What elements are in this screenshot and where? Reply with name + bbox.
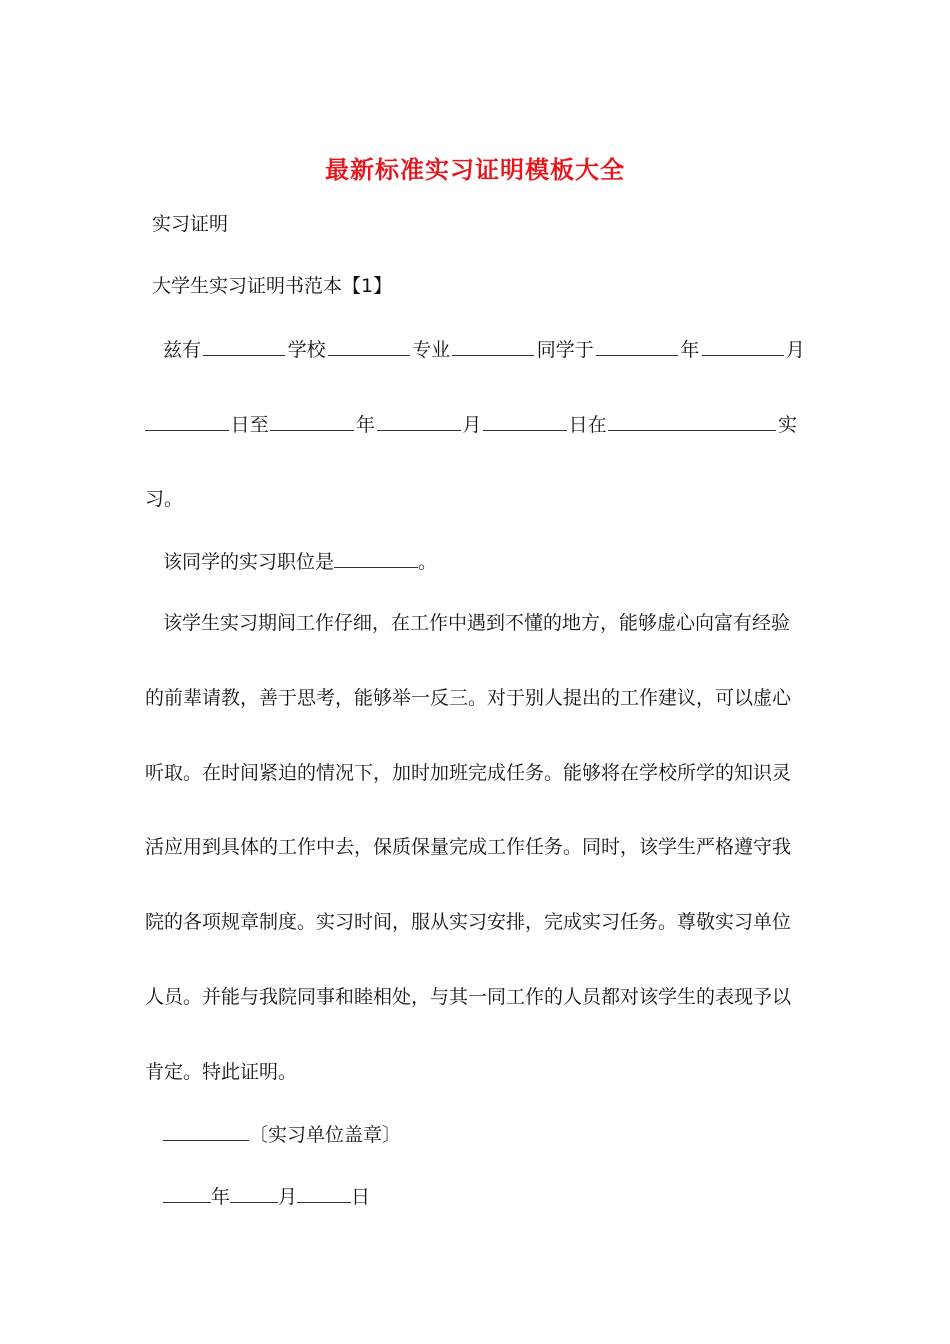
document-title: 最新标准实习证明模板大全 bbox=[325, 155, 625, 184]
blank-field bbox=[203, 335, 285, 356]
blank-field bbox=[334, 547, 418, 568]
fill-text: 学校 bbox=[287, 339, 326, 361]
fill-text: 同学于 bbox=[536, 339, 594, 361]
body-line: 该学生实习期间工作仔细，在工作中遇到不懂的地方，能够虚心向富有经验 bbox=[163, 612, 791, 634]
fill-text: 实 bbox=[777, 414, 797, 436]
body-line: 肯定。特此证明。 bbox=[145, 1061, 298, 1083]
heading-sample-1: 大学生实习证明书范本【1】 bbox=[152, 275, 393, 297]
body-line: 的前辈请教，善于思考，能够举一反三。对于别人提出的工作建议，可以虚心 bbox=[145, 687, 792, 709]
seal-label: 〔实习单位盖章〕 bbox=[249, 1124, 402, 1146]
date-month: 月 bbox=[278, 1186, 298, 1208]
blank-field bbox=[297, 1182, 351, 1203]
blank-field bbox=[702, 335, 784, 356]
blank-field bbox=[230, 1182, 278, 1203]
heading-internship-certificate: 实习证明 bbox=[152, 213, 229, 235]
date-day: 日 bbox=[351, 1186, 371, 1208]
seal-line bbox=[163, 1120, 823, 1149]
fill-text: 专业 bbox=[412, 339, 451, 361]
fill-text: 年 bbox=[680, 339, 700, 361]
blank-field bbox=[377, 410, 461, 431]
blank-field bbox=[452, 335, 534, 356]
fill-text: 日在 bbox=[568, 414, 607, 436]
fill-text: 月 bbox=[462, 414, 482, 436]
fill-text: 月 bbox=[785, 339, 805, 361]
fill-line-2 bbox=[145, 410, 797, 439]
date-year: 年 bbox=[211, 1186, 231, 1208]
body-line: 活应用到具体的工作中去，保质保量完成工作任务。同时，该学生严格遵守我 bbox=[145, 836, 792, 858]
fill-line-3: 习。 bbox=[145, 488, 184, 510]
date-line bbox=[163, 1182, 823, 1211]
fill-text: 兹有 bbox=[163, 339, 202, 361]
blank-field bbox=[145, 410, 229, 431]
position-text: 该同学的实习职位是 bbox=[163, 551, 335, 573]
fill-text: 日至 bbox=[230, 414, 269, 436]
position-suffix: 。 bbox=[418, 551, 438, 573]
blank-field bbox=[608, 410, 776, 431]
body-line: 人员。并能与我院同事和睦相处，与其一同工作的人员都对该学生的表现予以 bbox=[145, 986, 792, 1008]
blank-field bbox=[328, 335, 410, 356]
body-line: 听取。在时间紧迫的情况下，加时加班完成任务。能够将在学校所学的知识灵 bbox=[145, 762, 792, 784]
blank-field bbox=[163, 1120, 249, 1141]
blank-field bbox=[483, 410, 567, 431]
body-line: 院的各项规章制度。实习时间，服从实习安排，完成实习任务。尊敬实习单位 bbox=[145, 911, 792, 933]
position-line bbox=[163, 547, 823, 576]
blank-field bbox=[270, 410, 354, 431]
fill-line-1 bbox=[163, 335, 805, 364]
fill-text: 年 bbox=[355, 414, 375, 436]
blank-field bbox=[596, 335, 678, 356]
blank-field bbox=[163, 1182, 211, 1203]
